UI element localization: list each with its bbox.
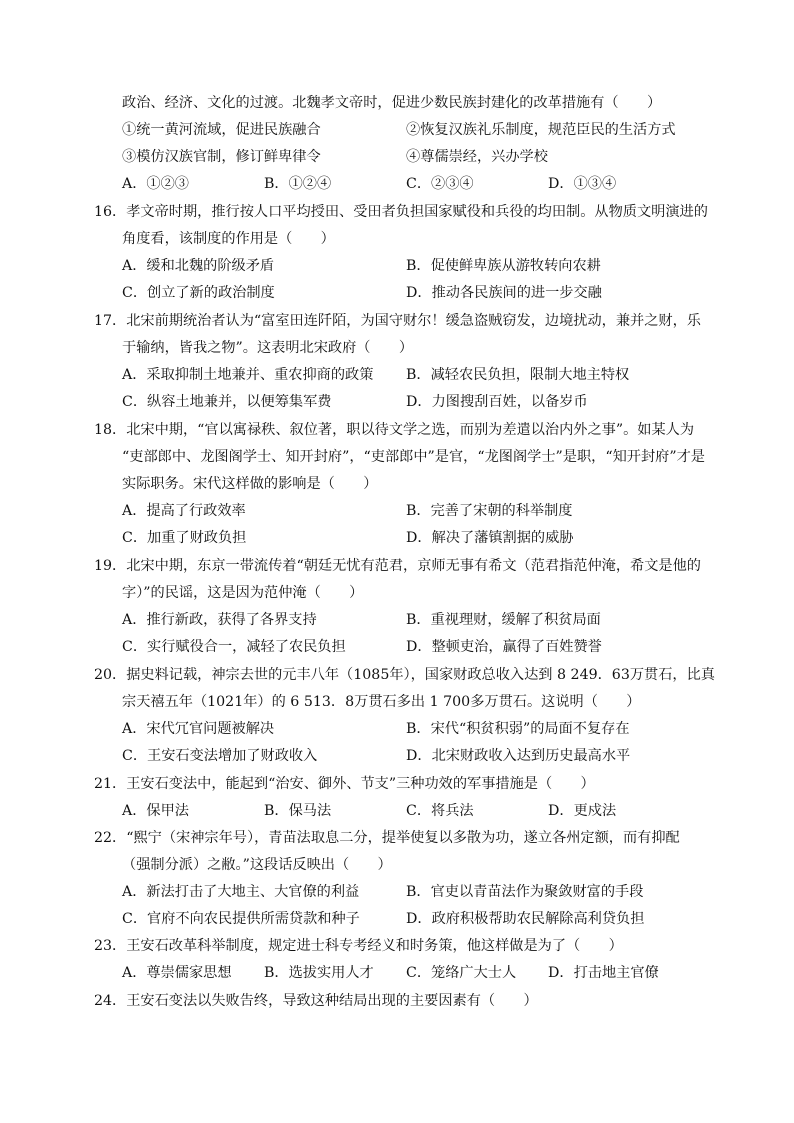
option-row [0,743,794,770]
question-text-line: 于输纳，皆我之物”。这表明北宋政府（ ） [122,340,414,356]
option-c: C．官府不向农民提供所需贷款和种子 [122,911,360,927]
option-row [0,607,794,634]
option-a: A．采取抑制土地兼并、重农抑商的政策 [122,367,374,383]
question-19: 19．北宋中期，东京一带流传着“朝廷无忧有范君，京师无事有希文（范君指范仲淹，希文是他的 [94,558,701,574]
option-c: C．实行赋役合一，减轻了农民负担 [122,639,346,655]
question-text-line: 字）”的民谣，这是因为范仲淹（ ） [122,585,364,601]
statement-4: ④尊儒崇经，兴办学校 [406,149,548,165]
option-a: A．①②③ [122,176,189,192]
option-b: B．官吏以青苗法作为聚敛财富的手段 [406,884,644,900]
statement-row [0,144,794,171]
option-c: C．加重了财政负担 [122,530,247,546]
option-row [0,362,794,389]
question-text-line: （强制分派）之敝。”这段话反映出（ ） [122,857,392,873]
option-d: D．政府积极帮助农民解除高利贷负担 [406,911,645,927]
option-b: B．保马法 [264,803,332,819]
option-row [0,389,794,416]
option-b: B．完善了宋朝的科举制度 [406,503,573,519]
question-16: 16．孝文帝时期，推行按人口平均授田、受田者负担国家赋役和兵役的均田制。从物质文明演进的 [94,204,708,220]
option-b: B．促使鲜卑族从游牧转向农耕 [406,258,601,274]
question-18: 18．北宋中期，“官以寓禄秩、叙位著，职以待文学之选，而别为差遣以治内外之事”。如某人为 [94,422,695,438]
question-text-line: “吏部郎中、龙图阁学士、知开封府”，“吏部郎中”是官，“龙图阁学士”是职，“知开封府”才是 [122,449,705,465]
option-d: D．北宋财政收入达到历史最高水平 [406,748,631,764]
option-d: D．解决了藩镇割据的威胁 [406,530,574,546]
question-24: 24．王安石变法以失败告终，导致这种结局出现的主要因素有（ ） [94,993,538,1009]
question-text-line: 宗天禧五年（1021年）的 6 513．8万贯石多出 1 700多万贯石。这说明（ ） [122,694,641,710]
option-row [0,525,794,552]
option-row [0,906,794,933]
statement-1: ①统一黄河流域，促进民族融合 [122,122,321,138]
question-22: 22．“熙宁（宋神宗年号），青苗法取息二分，提举使复以多散为功，遂立各州定额，而有抑配 [94,830,680,846]
option-d: D．更戍法 [548,803,617,819]
option-d: D．整顿吏治，赢得了百姓赞誉 [406,639,602,655]
option-c: C．创立了新的政治制度 [122,285,275,301]
option-row [0,280,794,307]
option-row [0,498,794,525]
option-row [0,798,794,825]
option-a: A．保甲法 [122,803,189,819]
option-d: D．力图搜刮百姓，以备岁币 [406,394,588,410]
question-21: 21．王安石变法中，能起到“治安、御外、节支”三种功效的军事措施是（ ） [94,776,595,792]
option-row [0,171,794,198]
question-text-line: 政治、经济、文化的过渡。北魏孝文帝时，促进少数民族封建化的改革措施有（ ） [122,95,662,111]
option-c: C．纵容土地兼并，以便筹集军费 [122,394,332,410]
option-c: C．笼络广大士人 [406,965,517,981]
option-c: C．②③④ [406,176,474,192]
option-row [0,960,794,987]
option-b: B．宋代“积贫积弱”的局面不复存在 [406,721,630,737]
option-b: B．减轻农民负担，限制大地主特权 [406,367,630,383]
option-a: A．新法打击了大地主、大官僚的利益 [122,884,360,900]
option-b: B．重视理财，缓解了积贫局面 [406,612,601,628]
question-17: 17．北宋前期统治者认为“富室田连阡陌，为国守财尔！缓急盗贼窃发，边境扰动，兼并之财，乐 [94,313,701,329]
option-a: A．尊崇儒家思想 [122,965,232,981]
option-d: D．打击地主官僚 [548,965,659,981]
option-c: C．王安石变法增加了财政收入 [122,748,318,764]
option-a: A．缓和北魏的阶级矛盾 [122,258,275,274]
question-text-line: 实际职务。宋代这样做的影响是（ ） [122,476,378,492]
option-d: D．①③④ [548,176,617,192]
question-20: 20．据史料记载，神宗去世的元丰八年（1085年），国家财政总收入达到 8 249．63万贯石，比真 [94,667,715,683]
option-d: D．推动各民族间的进一步交融 [406,285,602,301]
question-text-line: 角度看，该制度的作用是（ ） [122,231,335,247]
option-row [0,879,794,906]
option-row [0,634,794,661]
option-a: A．提高了行政效率 [122,503,246,519]
statement-3: ③模仿汉族官制，修订鲜卑律令 [122,149,321,165]
option-row [0,253,794,280]
option-a: A．宋代冗官问题被解决 [122,721,275,737]
statement-row [0,117,794,144]
option-b: B．①②④ [264,176,332,192]
statement-2: ②恢复汉族礼乐制度，规范臣民的生活方式 [406,122,676,138]
option-b: B．选拔实用人才 [264,965,374,981]
option-c: C．将兵法 [406,803,474,819]
option-row [0,716,794,743]
question-23: 23．王安石改革科举制度，规定进士科专考经义和时务策，他这样做是为了（ ） [94,938,623,954]
option-a: A．推行新政，获得了各界支持 [122,612,317,628]
